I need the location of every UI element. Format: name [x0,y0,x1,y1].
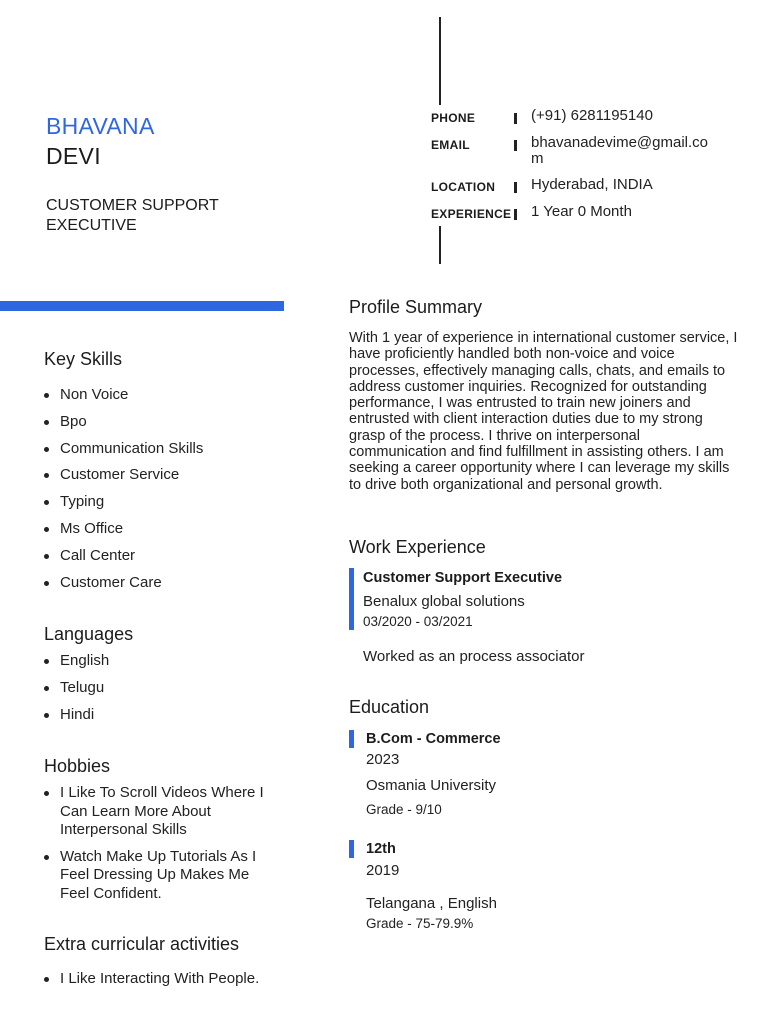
education-institution: Osmania University [366,777,497,794]
accent-bar [0,301,284,311]
list-item: Typing [44,493,284,520]
location-value: Hyderabad, INDIA [531,176,653,193]
contact-phone [431,108,751,125]
key-skills-list [44,386,284,600]
job-title: CUSTOMER SUPPORT EXECUTIVE [46,197,219,234]
contact-separator [514,209,517,220]
list-item: Communication Skills [44,440,284,467]
profile-summary-heading: Profile Summary [349,297,483,317]
list-item: I Like Interacting With People. [44,970,284,988]
contact-label: LOCATION [431,180,496,194]
hobbies-heading: Hobbies [44,756,111,776]
education-grade: Grade - 9/10 [366,802,442,817]
list-item: Ms Office [44,520,284,547]
education-accent-bar [349,730,354,748]
languages-list [44,652,284,733]
list-item: Watch Make Up Tutorials As I Feel Dressing Up Makes Me Feel Confident. [44,848,280,904]
contact-location [431,177,751,194]
first-name: BHAVANA [46,113,155,139]
languages-heading: Languages [44,624,134,644]
work-description: Worked as an process associator [363,648,585,665]
last-name: DEVI [46,143,101,169]
profile-summary-text: With 1 year of experience in international customer service, I have proficiently handled both non-voice and voice processes, effectively managing calls, chats, and emails to address customer inquiries. Recognized for outstanding performance, I was entrusted to train new joiners and entrusted with client interaction duties due to my strong grasp of the process. I thrive on interpersonal communication and find fulfillment in assisting others. I am seeking a career opportunity where I can leverage my skills to drive both organizational and personal growth. [349,330,738,493]
contact-label: EXPERIENCE [431,207,512,221]
contact-label: EMAIL [431,138,470,152]
experience-value: 1 Year 0 Month [531,203,632,220]
extra-curricular-heading: Extra curricular activities [44,934,240,954]
list-item: Customer Care [44,574,284,601]
email-value: bhavanadevime@gmail.com [531,134,708,167]
education-accent-bar [349,840,354,858]
list-item: Non Voice [44,386,284,413]
work-dates: 03/2020 - 03/2021 [363,614,473,629]
contact-email [431,135,751,167]
education-year: 2019 [366,862,400,879]
contact-label: PHONE [431,111,476,125]
work-experience-heading: Work Experience [349,537,486,557]
education-year: 2023 [366,751,400,768]
work-role: Customer Support Executive [363,570,563,586]
list-item: I Like To Scroll Videos Where I Can Learn More About Interpersonal Skills [44,784,280,840]
contact-separator [514,182,517,193]
list-item: Customer Service [44,466,284,493]
divider-line-bottom [439,226,441,264]
list-item: Call Center [44,547,284,574]
list-item: Hindi [44,706,284,733]
contact-separator [514,140,517,151]
list-item: English [44,652,284,679]
divider-line-top [439,17,441,105]
education-heading: Education [349,697,430,717]
education-degree: B.Com - Commerce [366,731,501,747]
education-institution: Telangana , English [366,895,497,912]
education-grade: Grade - 75-79.9% [366,916,474,931]
extra-curricular-list [44,970,284,988]
key-skills-heading: Key Skills [44,349,123,369]
contact-separator [514,113,517,124]
work-accent-bar [349,568,354,630]
phone-value: (+91) 6281195140 [531,107,653,124]
work-company: Benalux global solutions [363,593,525,610]
list-item: Bpo [44,413,284,440]
list-item: Telugu [44,679,284,706]
education-degree: 12th [366,841,396,857]
hobbies-list [44,784,280,911]
contact-info [431,108,751,231]
contact-experience [431,204,751,221]
